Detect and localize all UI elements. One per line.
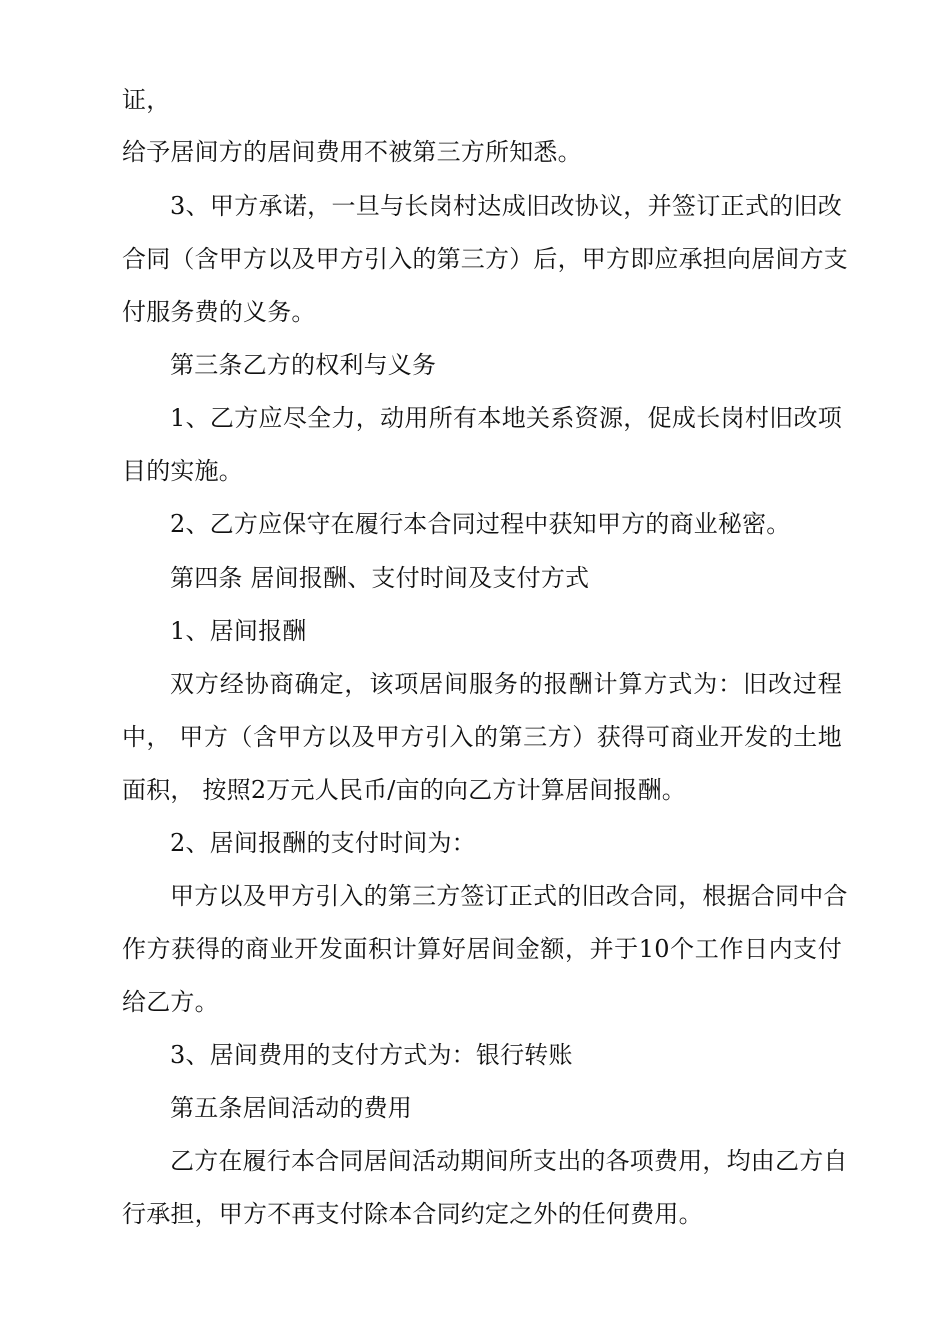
section-heading-5: 第五条居间活动的费用 bbox=[170, 1094, 412, 1122]
text-line-9: 2、乙方应保守在履行本合同过程中获知甲方的商业秘密。 bbox=[170, 510, 791, 538]
text-line-7: 1、乙方应尽全力，动用所有本地关系资源，促成长岗村旧改项 bbox=[170, 404, 842, 432]
text-line-17: 作方获得的商业开发面积计算好居间金额，并于10个工作日内支付 bbox=[122, 935, 842, 963]
text-line-11: 1、居间报酬 bbox=[170, 617, 307, 645]
text-line-19: 3、居间费用的支付方式为：银行转账 bbox=[170, 1041, 573, 1069]
text-line-2: 给予居间方的居间费用不被第三方所知悉。 bbox=[122, 138, 582, 166]
text-line-3: 3、甲方承诺，一旦与长岗村达成旧改协议，并签订正式的旧改 bbox=[170, 192, 842, 220]
text-line-15: 2、居间报酬的支付时间为： bbox=[170, 829, 476, 857]
text-line-18: 给乙方。 bbox=[122, 988, 219, 1016]
text-line-12: 双方经协商确定，该项居间服务的报酬计算方式为：旧改过程 bbox=[170, 670, 842, 698]
text-line-1: 证， bbox=[122, 86, 171, 114]
text-line-8: 目的实施。 bbox=[122, 457, 243, 485]
section-heading-3: 第三条乙方的权利与义务 bbox=[170, 351, 437, 379]
text-line-22: 行承担，甲方不再支付除本合同约定之外的任何费用。 bbox=[122, 1200, 703, 1228]
text-line-4: 合同（含甲方以及甲方引入的第三方）后，甲方即应承担向居间方支 bbox=[122, 245, 848, 273]
text-line-16: 甲方以及甲方引入的第三方签订正式的旧改合同，根据合同中合 bbox=[170, 882, 848, 910]
text-line-14: 面积， 按照2万元人民币/亩的向乙方计算居间报酬。 bbox=[122, 776, 686, 804]
section-heading-4: 第四条 居间报酬、支付时间及支付方式 bbox=[170, 564, 590, 592]
text-line-5: 付服务费的义务。 bbox=[122, 298, 316, 326]
text-line-13: 中， 甲方（含甲方以及甲方引入的第三方）获得可商业开发的土地 bbox=[122, 723, 842, 751]
text-line-21: 乙方在履行本合同居间活动期间所支出的各项费用，均由乙方自 bbox=[170, 1147, 848, 1175]
